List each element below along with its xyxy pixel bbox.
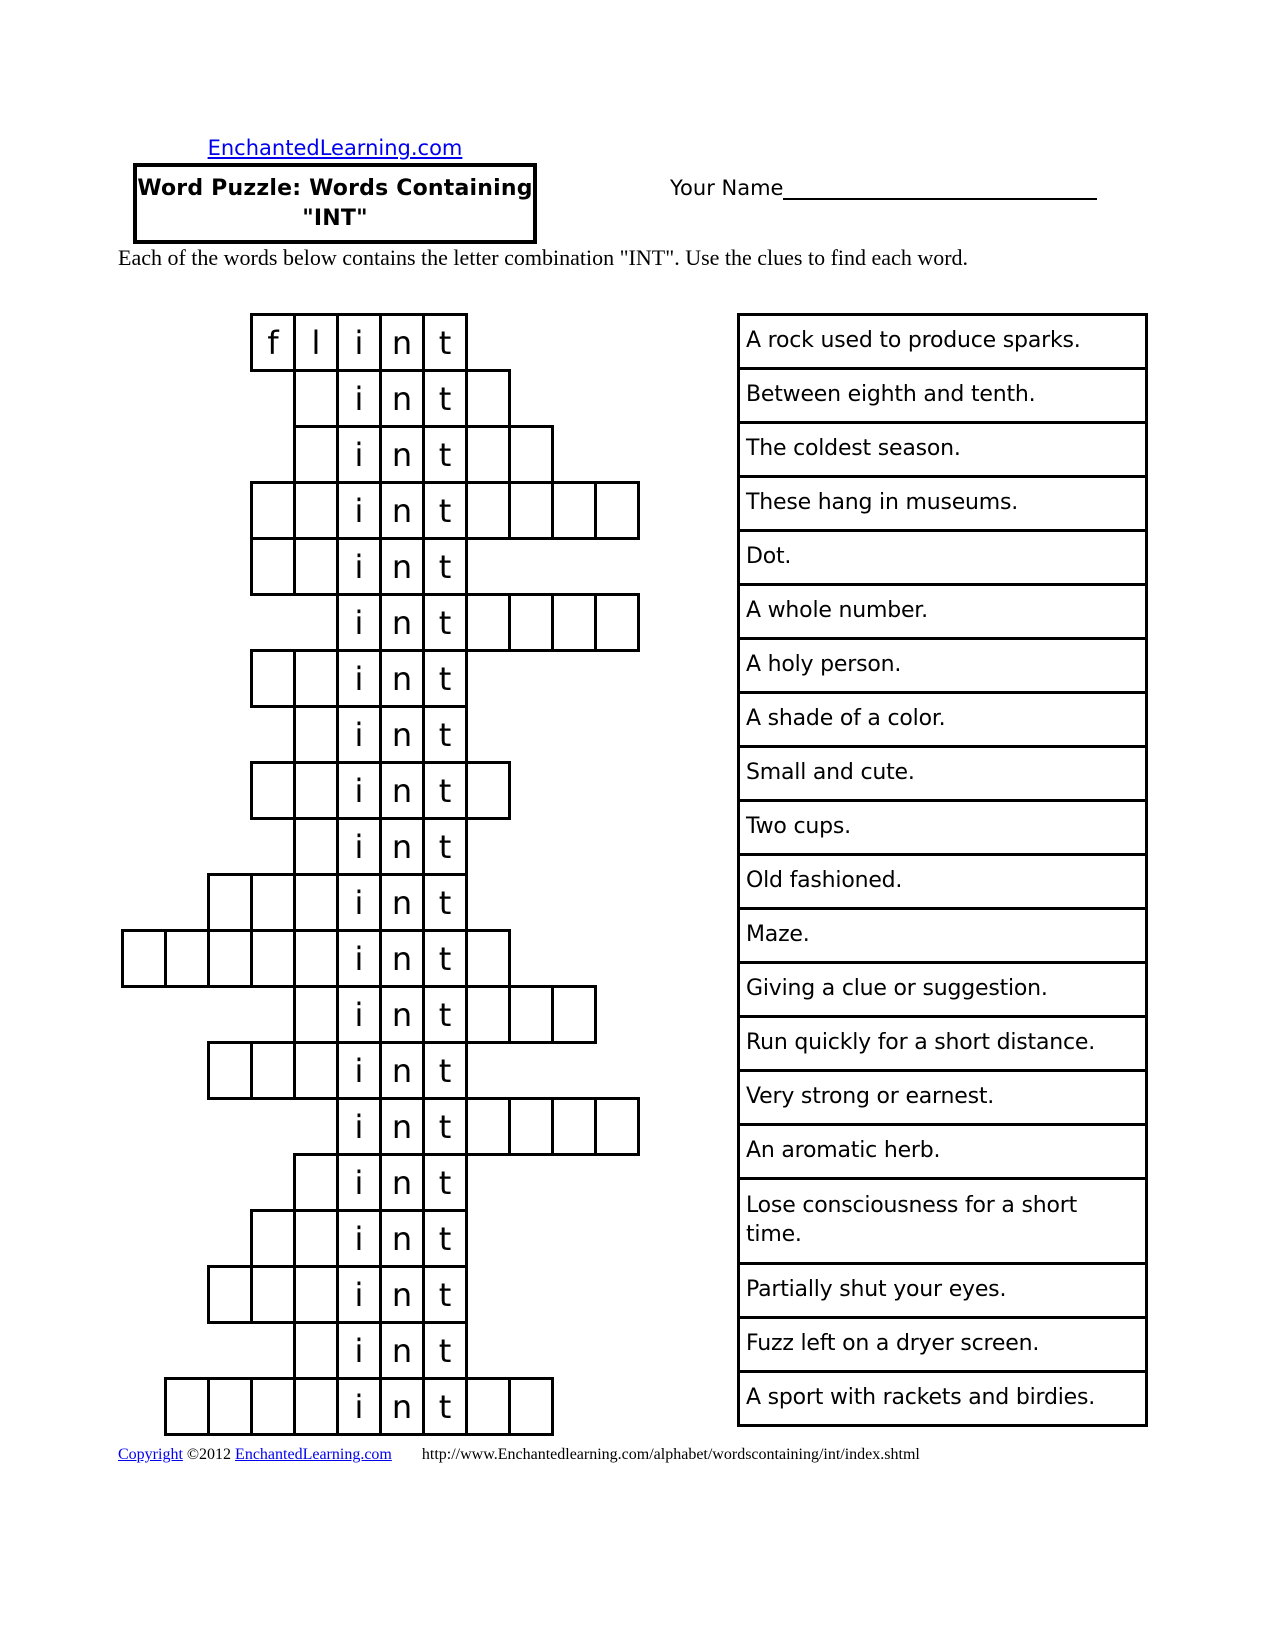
clue-text: Run quickly for a short distance. xyxy=(746,1030,1096,1056)
clue-row xyxy=(737,961,1148,1018)
letter-cell: t xyxy=(422,705,468,764)
blank-cell xyxy=(293,1153,339,1212)
letter-cell: t xyxy=(422,537,468,596)
blank-cell xyxy=(250,1377,296,1436)
letter-cell: i xyxy=(336,1097,382,1156)
blank-cell xyxy=(293,481,339,540)
grid-row xyxy=(207,1041,465,1100)
blank-cell xyxy=(293,1041,339,1100)
letter-cell: n xyxy=(379,481,425,540)
clue-row xyxy=(737,367,1148,424)
clue-text: A holy person. xyxy=(746,652,902,678)
letter-cell: i xyxy=(336,1153,382,1212)
blank-cell xyxy=(250,481,296,540)
grid-row xyxy=(336,1097,637,1156)
blank-cell xyxy=(594,481,640,540)
letter-cell: n xyxy=(379,1377,425,1436)
letter-cell: i xyxy=(336,761,382,820)
clue-row xyxy=(737,907,1148,964)
letter-cell: t xyxy=(422,1041,468,1100)
clue-text: A shade of a color. xyxy=(746,706,946,732)
page-title-line-1: Word Puzzle: Words Containing xyxy=(137,176,533,201)
clues-table xyxy=(737,313,1148,1427)
blank-cell xyxy=(551,1097,597,1156)
blank-cell xyxy=(465,593,511,652)
clue-text: A sport with rackets and birdies. xyxy=(746,1385,1096,1411)
letter-cell: i xyxy=(336,481,382,540)
footer-url: http://www.Enchantedlearning.com/alphabet/wordscontaining/int/index.shtml xyxy=(421,1446,920,1463)
grid-row xyxy=(250,1209,465,1268)
blank-cell xyxy=(508,593,554,652)
grid-row xyxy=(293,985,594,1044)
grid-row xyxy=(293,705,465,764)
clue-text: Between eighth and tenth. xyxy=(746,382,1036,408)
letter-cell: t xyxy=(422,1377,468,1436)
site-link[interactable]: EnchantedLearning.com xyxy=(207,136,463,160)
grid-row xyxy=(293,425,551,484)
letter-cell: i xyxy=(336,929,382,988)
clue-text: Small and cute. xyxy=(746,760,915,786)
letter-cell: f xyxy=(250,313,296,372)
blank-cell xyxy=(293,929,339,988)
blank-cell xyxy=(465,425,511,484)
blank-cell xyxy=(293,1377,339,1436)
letter-cell: n xyxy=(379,537,425,596)
letter-cell: n xyxy=(379,985,425,1044)
blank-cell xyxy=(293,817,339,876)
footer-site-link[interactable]: EnchantedLearning.com xyxy=(235,1446,392,1463)
blank-cell xyxy=(465,369,511,428)
clue-row xyxy=(737,529,1148,586)
clue-row xyxy=(737,1123,1148,1180)
letter-cell: i xyxy=(336,1321,382,1380)
clue-row xyxy=(737,1370,1148,1427)
clue-row xyxy=(737,853,1148,910)
blank-cell xyxy=(293,537,339,596)
clue-text: A whole number. xyxy=(746,598,928,624)
letter-cell: n xyxy=(379,1153,425,1212)
blank-cell xyxy=(551,593,597,652)
letter-cell: n xyxy=(379,929,425,988)
clue-text: An aromatic herb. xyxy=(746,1138,941,1164)
header xyxy=(133,136,537,160)
title-box xyxy=(133,163,537,244)
blank-cell xyxy=(465,1097,511,1156)
grid-row xyxy=(207,873,465,932)
blank-cell xyxy=(207,873,253,932)
blank-cell xyxy=(293,705,339,764)
blank-cell xyxy=(293,985,339,1044)
blank-cell xyxy=(293,649,339,708)
letter-cell: n xyxy=(379,369,425,428)
instruction-text: Each of the words below contains the letter combination "INT". Use the clues to find each word. xyxy=(118,245,969,270)
clue-text: Fuzz left on a dryer screen. xyxy=(746,1331,1040,1357)
clue-text: Old fashioned. xyxy=(746,868,903,894)
grid-row xyxy=(293,1153,465,1212)
letter-cell: t xyxy=(422,1265,468,1324)
letter-cell: i xyxy=(336,1265,382,1324)
letter-cell: n xyxy=(379,1321,425,1380)
letter-cell: n xyxy=(379,425,425,484)
clue-row xyxy=(737,475,1148,532)
letter-cell: i xyxy=(336,1209,382,1268)
copyright-link[interactable]: Copyright xyxy=(118,1446,183,1463)
grid-row xyxy=(250,313,465,372)
clue-row xyxy=(737,313,1148,370)
letter-cell: i xyxy=(336,985,382,1044)
blank-cell xyxy=(250,873,296,932)
letter-cell: i xyxy=(336,1041,382,1100)
blank-cell xyxy=(250,1209,296,1268)
clue-row xyxy=(737,637,1148,694)
letter-cell: n xyxy=(379,313,425,372)
grid-row xyxy=(250,649,465,708)
blank-cell xyxy=(293,425,339,484)
letter-cell: i xyxy=(336,873,382,932)
copyright-year-text: ©2012 xyxy=(186,1446,232,1463)
letter-cell: n xyxy=(379,873,425,932)
clue-text: A rock used to produce sparks. xyxy=(746,328,1081,354)
clue-row xyxy=(737,1069,1148,1126)
blank-cell xyxy=(207,929,253,988)
letter-cell: n xyxy=(379,1097,425,1156)
letter-cell: n xyxy=(379,817,425,876)
blank-cell xyxy=(250,929,296,988)
letter-cell: i xyxy=(336,705,382,764)
blank-cell xyxy=(465,985,511,1044)
clue-text: The coldest season. xyxy=(746,436,961,462)
page-title-line-2: "INT" xyxy=(302,206,368,231)
blank-cell xyxy=(250,1265,296,1324)
blank-cell xyxy=(508,985,554,1044)
grid-row xyxy=(250,481,637,540)
clue-row xyxy=(737,421,1148,478)
letter-cell: n xyxy=(379,649,425,708)
blank-cell xyxy=(465,1377,511,1436)
clue-text: These hang in museums. xyxy=(746,490,1019,516)
letter-cell: i xyxy=(336,369,382,428)
blank-cell xyxy=(551,985,597,1044)
letter-cell: t xyxy=(422,481,468,540)
blank-cell xyxy=(293,1321,339,1380)
grid-row xyxy=(250,537,465,596)
blank-cell xyxy=(594,593,640,652)
blank-cell xyxy=(293,1265,339,1324)
letter-cell: t xyxy=(422,929,468,988)
blank-cell xyxy=(164,929,210,988)
clue-row xyxy=(737,745,1148,802)
clue-text: Giving a clue or suggestion. xyxy=(746,976,1048,1002)
clue-row xyxy=(737,1015,1148,1072)
letter-cell: t xyxy=(422,873,468,932)
clue-text: Partially shut your eyes. xyxy=(746,1277,1007,1303)
letter-cell: l xyxy=(293,313,339,372)
grid-row xyxy=(336,593,637,652)
blank-cell xyxy=(508,481,554,540)
blank-cell xyxy=(207,1041,253,1100)
clue-row xyxy=(737,1177,1148,1265)
letter-cell: n xyxy=(379,1209,425,1268)
footer xyxy=(118,1446,920,1464)
letter-cell: t xyxy=(422,1209,468,1268)
letter-cell: i xyxy=(336,537,382,596)
blank-cell xyxy=(293,761,339,820)
blank-cell xyxy=(250,537,296,596)
letter-cell: t xyxy=(422,1097,468,1156)
blank-cell xyxy=(250,761,296,820)
letter-cell: t xyxy=(422,761,468,820)
letter-cell: i xyxy=(336,649,382,708)
clue-text: Two cups. xyxy=(746,814,851,840)
letter-cell: i xyxy=(336,817,382,876)
blank-cell xyxy=(465,761,511,820)
letter-cell: i xyxy=(336,1377,382,1436)
name-blank-line xyxy=(783,177,1097,200)
blank-cell xyxy=(293,1209,339,1268)
grid-row xyxy=(293,817,465,876)
blank-cell xyxy=(121,929,167,988)
blank-cell xyxy=(508,1097,554,1156)
blank-cell xyxy=(508,425,554,484)
clue-row xyxy=(737,691,1148,748)
name-row xyxy=(670,176,1097,200)
letter-cell: n xyxy=(379,705,425,764)
letter-cell: t xyxy=(422,369,468,428)
letter-cell: t xyxy=(422,649,468,708)
blank-cell xyxy=(207,1265,253,1324)
blank-cell xyxy=(508,1377,554,1436)
name-label: Your Name xyxy=(670,176,784,200)
blank-cell xyxy=(551,481,597,540)
grid-row xyxy=(121,929,508,988)
letter-cell: i xyxy=(336,425,382,484)
letter-cell: n xyxy=(379,1041,425,1100)
blank-cell xyxy=(207,1377,253,1436)
grid-row xyxy=(250,761,508,820)
clue-text: Lose consciousness for a short time. xyxy=(746,1193,1078,1247)
blank-cell xyxy=(164,1377,210,1436)
blank-cell xyxy=(293,873,339,932)
blank-cell xyxy=(594,1097,640,1156)
blank-cell xyxy=(465,929,511,988)
clue-row xyxy=(737,1316,1148,1373)
letter-cell: t xyxy=(422,985,468,1044)
clue-text: Dot. xyxy=(746,544,792,570)
letter-cell: t xyxy=(422,593,468,652)
letter-cell: i xyxy=(336,593,382,652)
letter-cell: t xyxy=(422,817,468,876)
clue-row xyxy=(737,583,1148,640)
letter-cell: t xyxy=(422,1321,468,1380)
blank-cell xyxy=(250,649,296,708)
clue-row xyxy=(737,799,1148,856)
letter-cell: t xyxy=(422,425,468,484)
clue-text: Maze. xyxy=(746,922,810,948)
blank-cell xyxy=(293,369,339,428)
grid-row xyxy=(207,1265,465,1324)
letter-cell: n xyxy=(379,761,425,820)
clue-row xyxy=(737,1262,1148,1319)
grid-row xyxy=(293,1321,465,1380)
grid-row xyxy=(293,369,508,428)
grid-row xyxy=(164,1377,551,1436)
clue-text: Very strong or earnest. xyxy=(746,1084,995,1110)
letter-cell: i xyxy=(336,313,382,372)
letter-cell: n xyxy=(379,1265,425,1324)
letter-cell: t xyxy=(422,313,468,372)
letter-cell: n xyxy=(379,593,425,652)
letter-cell: t xyxy=(422,1153,468,1212)
blank-cell xyxy=(465,481,511,540)
blank-cell xyxy=(250,1041,296,1100)
